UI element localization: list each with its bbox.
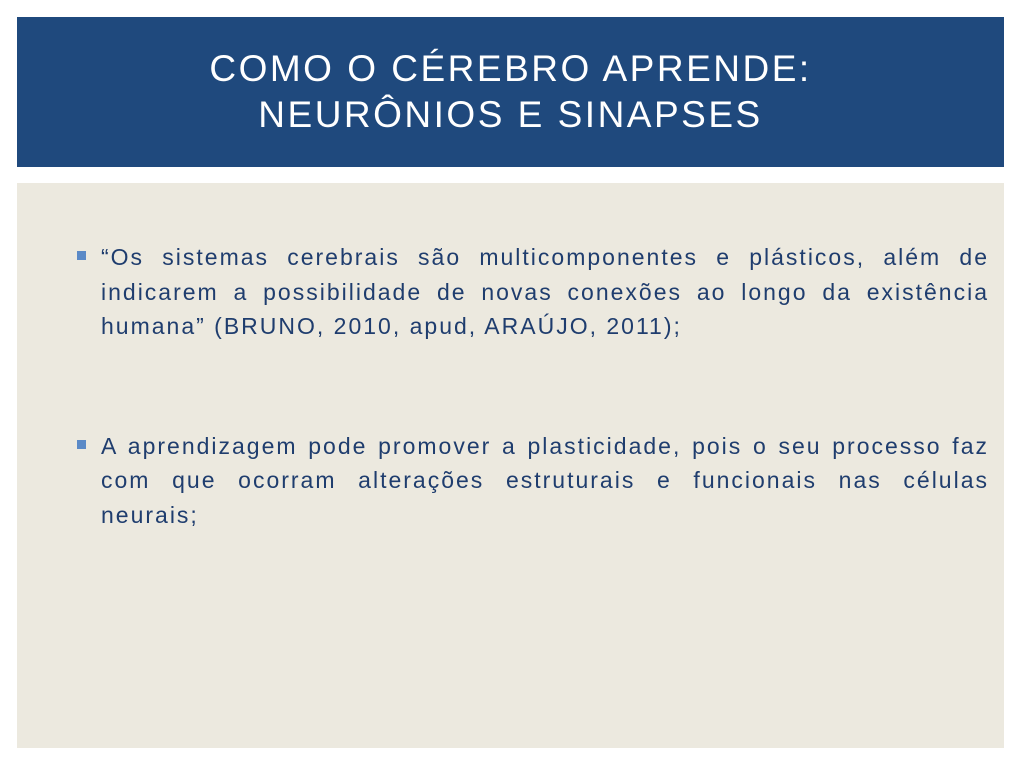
bullet-text: “Os sistemas cerebrais são multicomponentes e plásticos, além de indicarem a possibilidade de novas conexões ao longo da existência humana” (BRUNO, 2010, apud, ARAÚJO, 2011); [101,244,989,339]
title-bar [17,17,1004,167]
slide-title-line-2: NEURÔNIOS E SINAPSES [258,94,763,135]
square-bullet-icon [77,251,86,260]
slide-title [209,46,811,138]
bullet-text: A aprendizagem pode promover a plasticidade, pois o seu processo faz com que ocorram alterações estruturais e funcionais nas células neurais; [101,432,989,528]
slide-title-line-1: COMO O CÉREBRO APRENDE: [209,48,812,89]
bullet-item [77,240,989,344]
square-bullet-icon [77,440,86,449]
bullet-item [77,429,989,533]
bullet-list [77,240,989,532]
content-area [17,183,1004,748]
